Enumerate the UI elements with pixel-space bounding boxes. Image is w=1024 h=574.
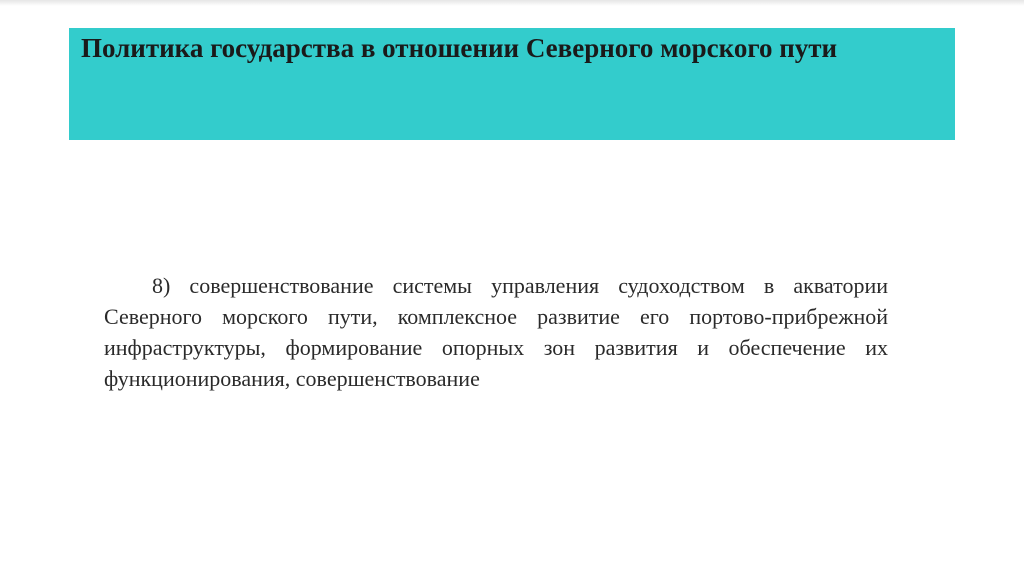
top-edge-shadow — [0, 0, 1024, 6]
slide-title: Политика государства в отношении Северного морского пути — [81, 33, 838, 63]
slide-body-text: 8) совершенствование системы управления судоходством в акватории Северного морского пути, комплексное развитие его портово-прибрежной инфраструктуры, формирование опорных зон развития и обеспечение их функционирования, совершенствование — [104, 273, 888, 391]
title-band — [69, 28, 955, 140]
